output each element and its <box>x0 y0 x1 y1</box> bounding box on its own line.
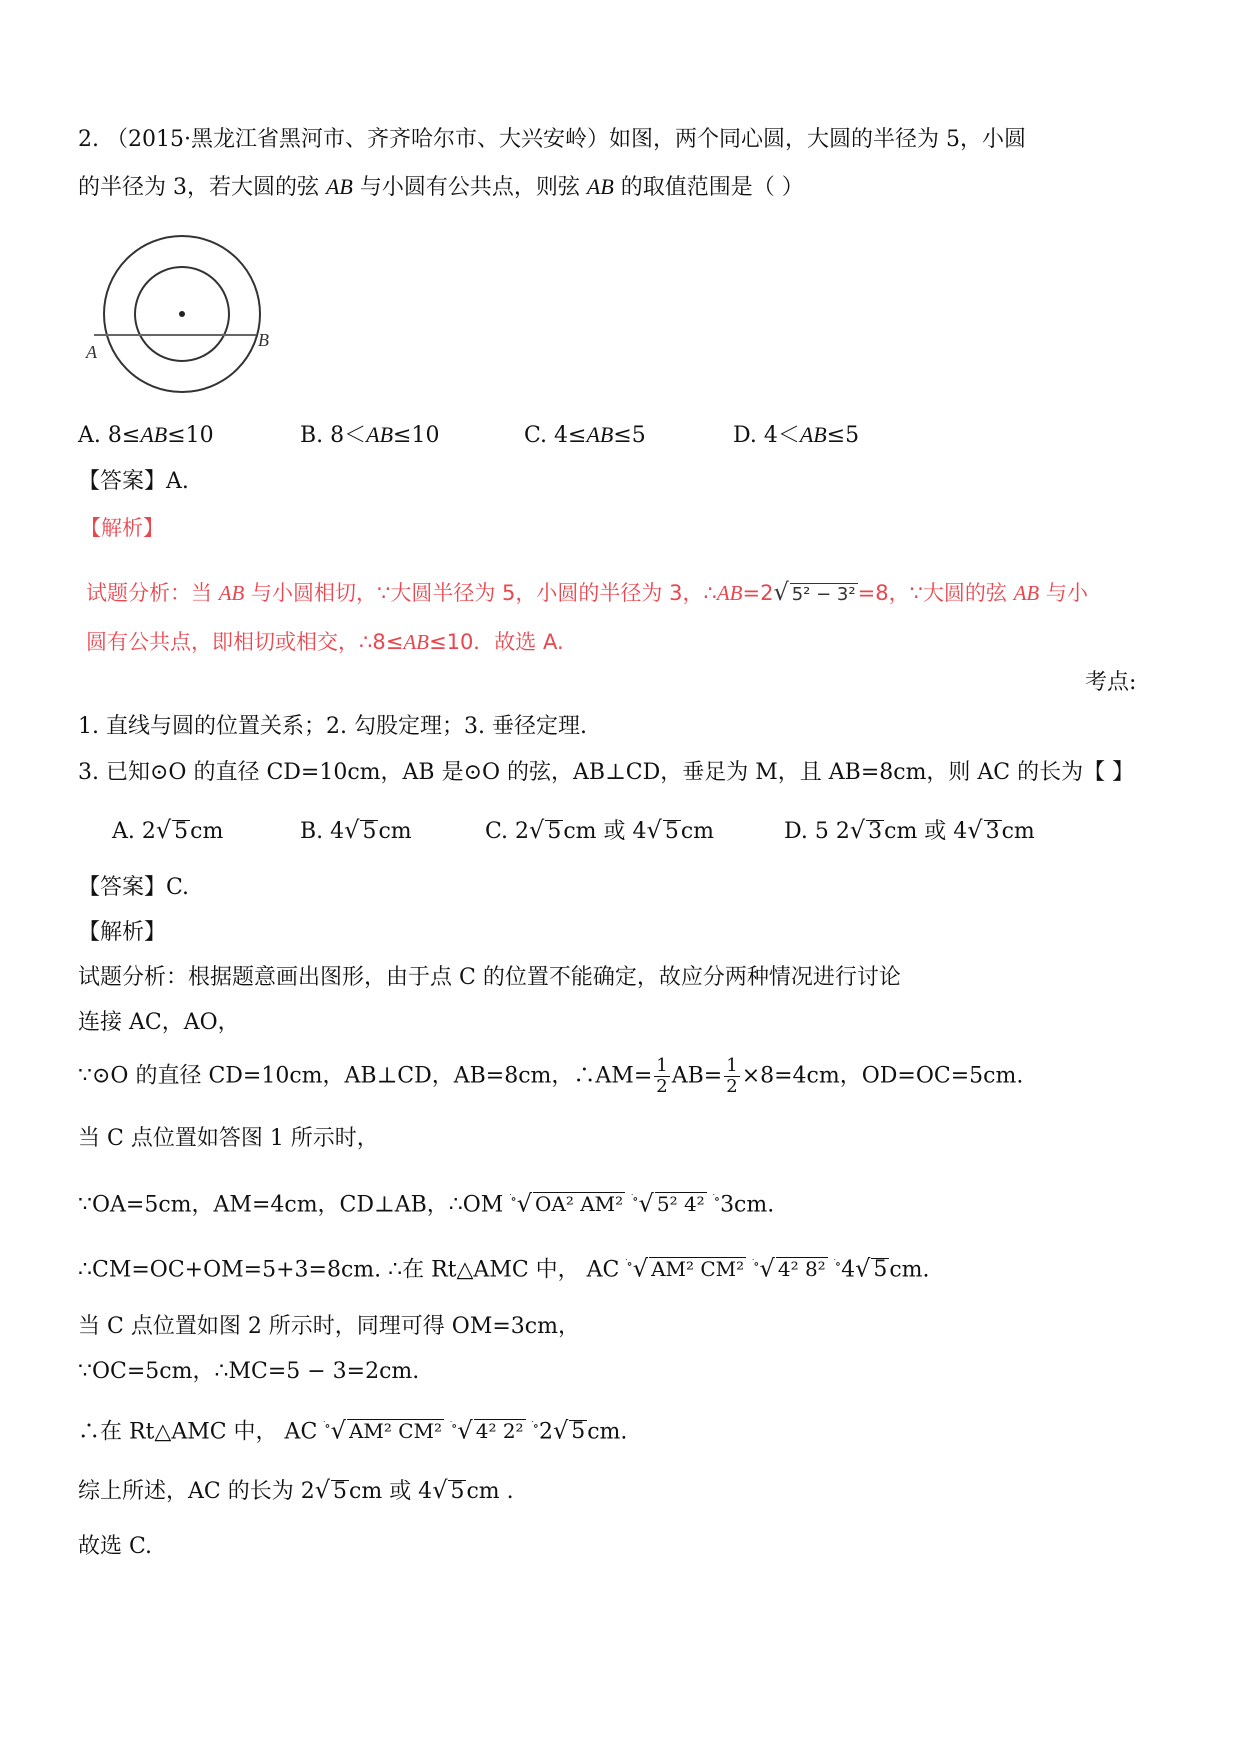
q2-kaodian-label: 考点: <box>1085 670 1137 695</box>
q3-analysis-l5: ∵OA=5cm，AM=4cm，CD⊥AB，∴OM ׂ∘√ OA² AM² ׂ∘√ 5² 4² ׂ∘3cm. <box>78 1189 775 1218</box>
q3-option-d: D. 5 2√ 3cm 或 4√ 3cm <box>784 816 1035 844</box>
q2-kaodian: 1. 直线与圆的位置关系；2. 勾股定理；3. 垂径定理. <box>78 714 587 739</box>
q3-analysis-l11: 故选 C. <box>78 1534 153 1559</box>
q2-radicand: 5² − 3² <box>791 584 856 605</box>
q3-analysis-l4: 当 C 点位置如答图 1 所示时， <box>78 1126 379 1151</box>
center-point <box>179 311 185 317</box>
q3-analysis-l7: 当 C 点位置如图 2 所示时，同理可得 OM=3cm， <box>78 1314 580 1339</box>
q2-stem-text-c: 的取值范围是（ ） <box>613 175 804 200</box>
q2-option-b: B. 8＜AB≤10 <box>300 422 440 448</box>
q2-option-c: C. 4≤AB≤5 <box>524 422 646 448</box>
label-b: B <box>258 330 269 350</box>
q3-analysis-l8: ∵OC=5cm，∴MC=5 − 3=2cm. <box>78 1359 420 1384</box>
q3-option-c: C. 2√ 5cm 或 4√ 5cm <box>485 816 714 844</box>
q3-analysis-l9: ∴在 Rt△AMC 中， AC ׂ∘√ AM² CM² ׂ∘√ 4² 2² ׂ∘2√ 5cm. <box>78 1416 628 1445</box>
q3-analysis-l1: 试题分析：根据题意画出图形，由于点 C 的位置不能确定，故应分两种情况进行讨论 <box>78 965 901 990</box>
q2-option-a: A. 8≤AB≤10 <box>78 422 214 448</box>
q3-option-b: B. 4√ 5cm <box>300 816 412 844</box>
q2-var-ab: AB <box>586 174 614 199</box>
concentric-circles-figure <box>80 228 280 408</box>
fraction-half: $\frac{1}{2}$ <box>656 1055 668 1097</box>
q2-answer: 【答案】A. <box>78 469 189 494</box>
q2-var-ab: AB <box>325 174 353 199</box>
q2-stem-line2 <box>78 172 804 203</box>
q2-stem-text-b: 与小圆有公共点，则弦 <box>352 175 587 200</box>
q3-stem: 3. 已知⊙O 的直径 CD=10cm，AB 是⊙O 的弦，AB⊥CD，垂足为 M，且 AB=8cm，则 AC 的长为【 】 <box>78 760 1135 785</box>
q2-stem-line1: 2. （2015·黑龙江省黑河市、齐齐哈尔市、大兴安岭）如图，两个同心圆，大圆的半径为 5，小圆 <box>78 127 1026 152</box>
q3-analysis-l6: ∴CM=OC+OM=5+3=8cm. ∴在 Rt△AMC 中， AC ׂ∘√ AM² CM² ׂ∘√ 4² 8² ׂ∘4√ 5cm. <box>78 1254 930 1283</box>
q2-analysis-line1: 试题分析：当 AB 与小圆相切，∵大圆半径为 5，小圆的半径为 3，∴AB=2√ 5² − 3²=8，∵大圆的弦 AB 与小 <box>86 578 1088 606</box>
q2-option-d: D. 4＜AB≤5 <box>733 422 860 448</box>
q3-answer: 【答案】C. <box>78 875 190 900</box>
q3-analysis-l2: 连接 AC，AO， <box>78 1010 240 1035</box>
q3-option-a: A. 2√ 5cm <box>112 816 224 844</box>
q3-analysis-l10: 综上所述，AC 的长为 2√ 5cm 或 4√ 5cm . <box>78 1476 514 1504</box>
fraction-half: $\frac{1}{2}$ <box>726 1055 738 1097</box>
q2-analysis-line2: 圆有公共点，即相切或相交，∴8≤AB≤10．故选 A. <box>86 630 564 654</box>
q3-analysis-title: 【解析】 <box>78 920 167 945</box>
q2-analysis-title: 【解析】 <box>80 516 164 540</box>
q3-analysis-l3: ∵⊙O 的直径 CD=10cm，AB⊥CD，AB=8cm，∴AM= $\frac{1}{2}$ AB= $\frac{1}{2}$ ×8=4cm，OD=OC=5cm. <box>78 1055 1024 1097</box>
q2-stem-text-a: 的半径为 3，若大圆的弦 <box>78 175 326 200</box>
label-a: A <box>86 342 97 362</box>
